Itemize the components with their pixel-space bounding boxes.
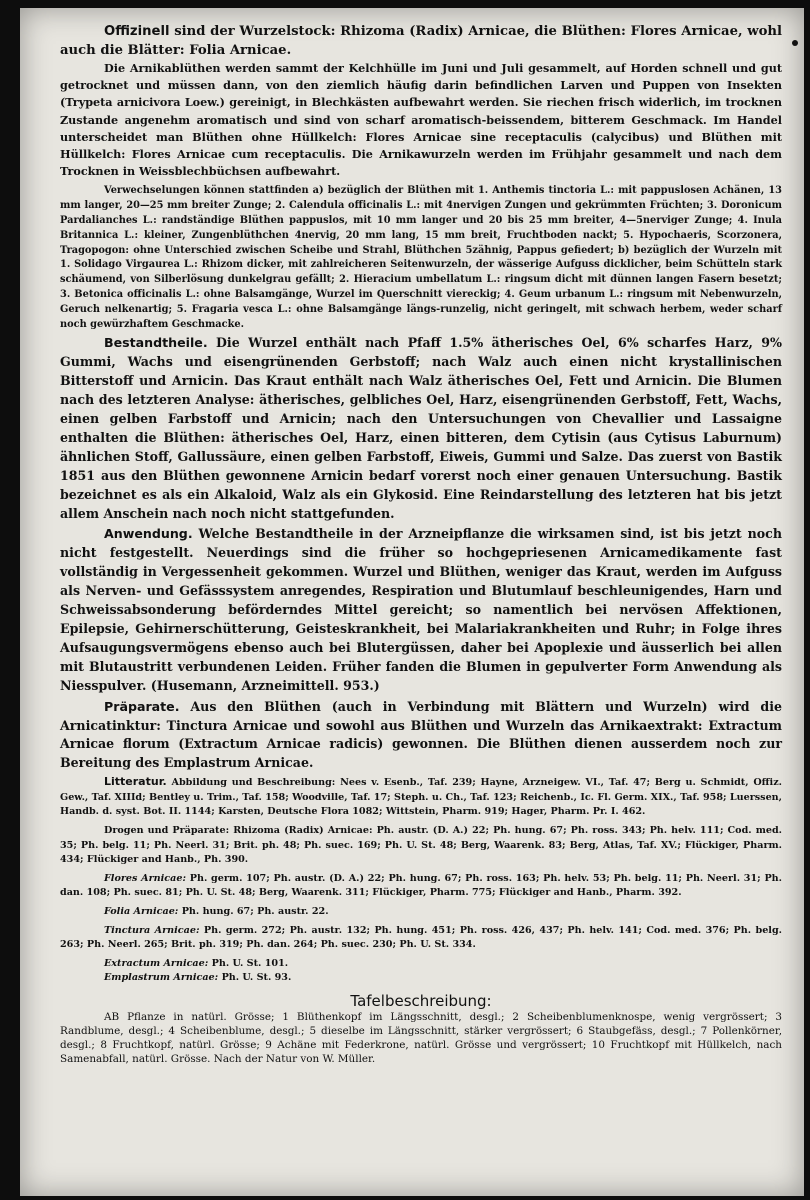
anwendung-heading: Anwendung. — [104, 526, 193, 542]
litteratur-entry-folia — [60, 905, 782, 920]
bestandtheile-paragraph — [60, 334, 782, 523]
margin-dot — [792, 40, 798, 46]
offizinell-heading: Offizinell — [104, 24, 170, 39]
praeparate-text: Aus den Blüthen (auch in Verbindung mit Blättern und Wurzeln) wird die Arnicatinktur: Tinctura Arnicae und sowohl aus Blüthen und Wurzeln das Arnikaextrakt: Extractum Arnicae florum (Extractum Arnicae radicis) gewonnen. Die Blüthen dienen ausserdem noch zur Bereitung des Emplastrum Arnicae. — [60, 698, 782, 771]
litteratur-text: Ph. U. St. 101. — [211, 957, 289, 969]
page-content — [60, 22, 782, 1066]
litteratur-entry-emplastrum — [60, 971, 782, 986]
bestandtheile-heading: Bestandtheile. — [104, 335, 208, 351]
litteratur-heading: Litteratur. — [104, 775, 167, 789]
litteratur-entry-extractum — [60, 957, 782, 972]
litteratur-text: Ph. hung. 67; Ph. austr. 22. — [181, 905, 329, 917]
litteratur-text: Nees v. Esenb., Taf. 239; Hayne, Arzneigew. VI., Taf. 47; Berg u. Schmidt, Offiz. Gew., Taf. XIIId; Bentley u. Trim., Taf. 158; Woodville, Taf. 17; Steph. u. Ch., Taf. 123; Reichenb., Ic. Fl. Germ. XIX., Taf. 958; Luerssen, Handb. d. syst. Bot. II. 1144; Karsten, Deutsche Flora 1082; Wittstein, Pharm. 919; Hager, Pharm. Pr. I. 462. — [60, 777, 782, 818]
praeparate-heading: Präparate. — [104, 698, 180, 714]
anwendung-paragraph — [60, 525, 782, 695]
litteratur-label: Extractum Arnicae: — [104, 957, 209, 969]
litteratur-label: Flores Arnicae: — [104, 872, 186, 884]
litteratur-text: Rhizoma (Radix) Arnicae: Ph. austr. (D. A.) 22; Ph. hung. 67; Ph. ross. 343; Ph. helv. 111; Cod. med. 35; Ph. belg. 11; Ph. Neerl. 31; Brit. ph. 48; Ph. suec. 169; Ph. U. St. 48; Berg, Waarenk. 83; Berg, Atlas, Taf. XV.; Flückiger, Pharm. 434; Flückiger and Hanb., Ph. 390. — [60, 825, 783, 866]
bestandtheile-text: Die Wurzel enthält nach Pfaff 1.5% ätherisches Oel, 6% scharfes Harz, 9% Gummi, Wachs und eisengrünenden Gerbstoff; nach Walz auch einen nicht krystallinischen Bitterstoff und Arnicin. Das Kraut enthält nach Walz ätherisches Oel, Fett und Arnicin. Die Blumen nach des letzteren Analyse: ätherisches, gelbliches Oel, Harz, eisengrünenden Gerbstoff, Fett, Wachs, einen gelben Farbstoff und Arnicin; nach den Untersuchungen von Chevallier und Lassaigne enthalten die Blüthen: ätherisches Oel, Harz, einen bitteren, dem Cytisin (aus Cytisus Laburnum) ähnlichen Stoff, Gallussäure, einen gelben Farbstoff, Eiweis, Gummi und Salze. Das zuerst von Bastik 1851 aus den Blüthen gewonnene Arnicin bedarf vorerst noch einer genauen Untersuchung. Bastik bezeichnet es als ein Alkaloid, Walz als ein Glykosid. Eine Reindarstellung des letzteren hat bis jetzt allem Anschein nach noch nicht stattgefunden. — [60, 335, 783, 521]
intro-text: sind der Wurzelstock: Rhizoma (Radix) Arnicae, die Blüthen: Flores Arnicae, wohl auch die Blätter: Folia Arnicae. — [60, 24, 782, 58]
litteratur-label: Tinctura Arnicae: — [104, 924, 200, 936]
litteratur-label: Abbildung und Beschreibung: — [171, 777, 336, 789]
litteratur-text: Ph. germ. 272; Ph. austr. 132; Ph. hung. 451; Ph. ross. 426, 437; Ph. helv. 141; Cod. med. 376; Ph. belg. 263; Ph. Neerl. 265; Brit. ph. 319; Ph. dan. 264; Ph. suec. 230; Ph. U. St. 334. — [60, 924, 782, 951]
plate-description: AB Pflanze in natürl. Grösse; 1 Blüthenkopf im Längsschnitt, desgl.; 2 Scheibenblumenknospe, wenig vergrössert; 3 Randblume, desgl.; 4 Scheibenblume, desgl.; 5 dieselbe im Längsschnitt, stärker vergrössert; 6 Staubgefäss, desgl.; 7 Pollenkörner, desgl.; 8 Fruchtkopf, natürl. Grösse; 9 Achäne mit Federkrone, natürl. Grösse und vergrössert; 10 Fruchtkopf mit Hüllkelch, nach Samenabfall, natürl. Grösse. Nach der Natur von W. Müller. — [60, 1010, 782, 1065]
litteratur-entry-drogen — [60, 824, 782, 868]
collection-paragraph: Die Arnikablüthen werden sammt der Kelchhülle im Juni und Juli gesammelt, auf Horden schnell und gut getrocknet und müssen dann, von den ziemlich häufig darin befindlichen Larven und Puppen von Insekten (Trypeta arnicivora Loew.) gereinigt, in Blechkästen aufbewahrt werden. Sie riechen frisch widerlich, im trocknen Zustande angenehm aromatisch und sind von scharf aromatisch-beissendem, bitterem Geschmack. Im Handel unterscheidet man Blüthen ohne Hüllkelch: Flores Arnicae sine receptaculis (calycibus) und Blüthen mit Hüllkelch: Flores Arnicae cum receptaculis. Die Arnikawurzeln werden im Frühjahr gesammelt und nach dem Trocknen in Weissblechbüchsen aufbewahrt. — [60, 61, 782, 179]
litteratur-text: Ph. germ. 107; Ph. austr. (D. A.) 22; Ph. hung. 67; Ph. ross. 163; Ph. helv. 53; Ph. belg. 11; Ph. Neerl. 31; Ph. dan. 108; Ph. suec. 81; Ph. U. St. 48; Berg, Waarenk. 311; Flückiger, Pharm. 775; Flückiger and Hanb., Pharm. 392. — [60, 872, 782, 899]
litteratur-text: Ph. U. St. 93. — [221, 972, 292, 984]
litteratur-label: Drogen und Präparate: — [104, 825, 230, 837]
litteratur-entry-tinctura — [60, 924, 782, 953]
litteratur-entry-abbildung — [60, 775, 782, 820]
litteratur-entry-flores — [60, 872, 782, 901]
litteratur-label: Emplastrum Arnicae: — [104, 972, 219, 984]
litteratur-label: Folia Arnicae: — [104, 905, 179, 917]
intro-paragraph — [60, 22, 782, 60]
anwendung-text: Welche Bestandtheile in der Arzneipflanze die wirksamen sind, ist bis jetzt noch nicht festgestellt. Neuerdings sind die früher so hochgepriesenen Arnicamedikamente fast vollständig in Vergessenheit gekommen. Wurzel und Blüthen, weniger das Kraut, werden im Aufguss als Nerven- und Gefässsystem anregendes, Respiration und Blutumlauf beschleunigendes, Harn und Schweissabsonderung beförderndes Mittel gereicht; so namentlich bei nervösen Affektionen, Epilepsie, Gehirnerschütterung, Geisteskrankheit, bei Malariakrankheiten und Ruhr; in Folge ihres Aufsaugungsvermögens ebenso auch bei Blutergüssen, daher bei Apoplexie und äusserlich bei allen mit Blutaustritt verbundenen Leiden. Früher fanden die Blumen in gepulverter Form Anwendung als Niesspulver. (Husemann, Arzneimittell. 953.) — [60, 526, 782, 693]
praeparate-paragraph — [60, 698, 782, 774]
confusion-paragraph: Verwechselungen können stattfinden a) bezüglich der Blüthen mit 1. Anthemis tinctoria L.: mit pappuslosen Achänen, 13 mm langer, 20—25 mm breiter Zunge; 2. Calendula officinalis L.: mit 4nervigen Zungen und gekrümmten Früchten; 3. Doronicum Pardalianches L.: randständige Blüthen pappuslos, mit 10 mm langer und 20 bis 25 mm breiter, 4—5nerviger Zunge; 4. Inula Britannica L.: kleiner, Zungenblüthchen 4nervig, 20 mm lang, 15 mm breit, Fruchtboden nackt; 5. Hypochaeris, Scorzonera, Tragopogon: ohne Unterschied zwischen Scheibe und Strahl, Blüthchen 5zähnig, Pappus gefiedert; b) bezüglich der Wurzeln mit 1. Solidago Virgaurea L.: Rhizom dicker, mit zahlreicheren Seitenwurzeln, der wässerige Aufguss dicklicher, beim Schütteln stark schäumend, von Silberlösung dunkelgrau gefällt; 2. Hieracium umbellatum L.: ringsum dicht mit dünnen langen Fasern besetzt; 3. Betonica officinalis L.: ohne Balsamgänge, Wurzel im Querschnitt viereckig; 4. Geum urbanum L.: ringsum mit Nebenwurzeln, Geruch nelkenartig; 5. Fragaria vesca L.: ohne Balsamgänge längs-runzelig, nicht geringelt, mit schwach herbem, weder scharf noch gewürzhaftem Geschmacke. — [60, 185, 782, 330]
page-scan — [20, 8, 804, 1196]
plate-title: Tafelbeschreibung: — [350, 991, 492, 1010]
